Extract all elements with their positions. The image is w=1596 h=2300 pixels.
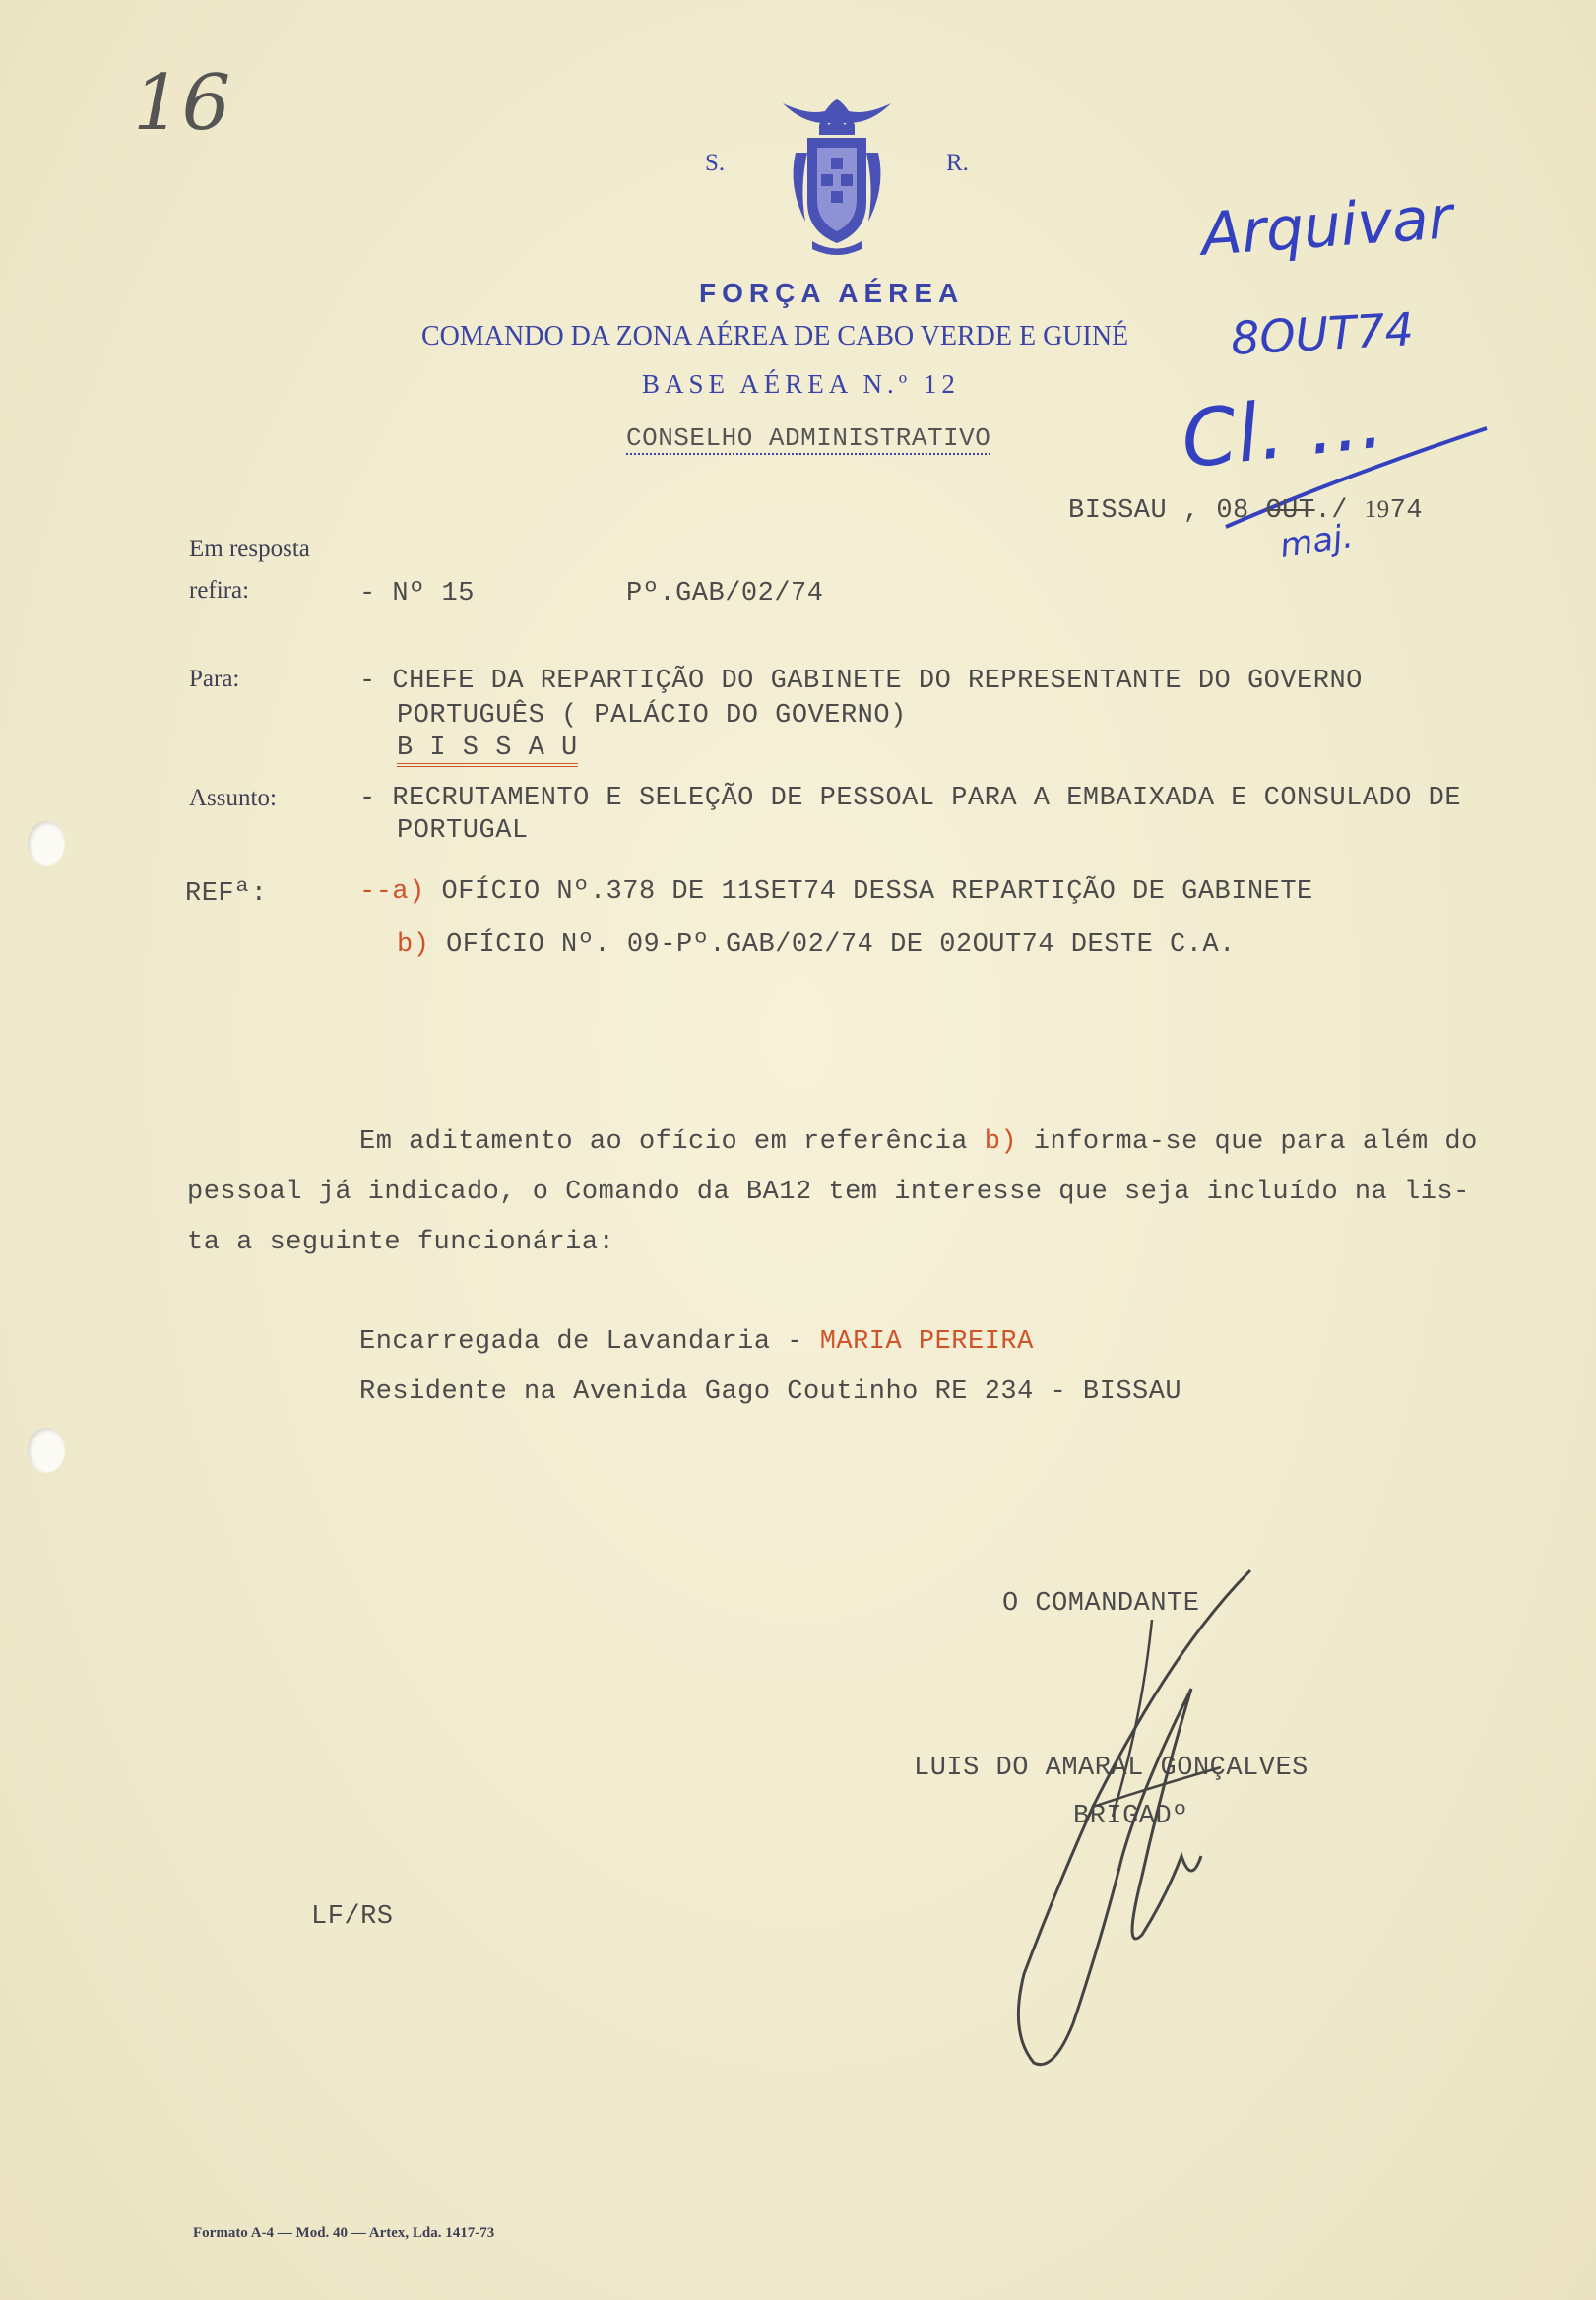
date-day: 08 <box>1216 496 1249 526</box>
body-paragraph-line3: ta a seguinte funcionária: <box>187 1228 615 1257</box>
header-left-mark: S. <box>705 150 726 176</box>
header-forca-aerea: FORÇA AÉREA <box>699 278 965 308</box>
date-city: BISSAU , <box>1068 496 1200 526</box>
body-paragraph-line1 <box>359 1127 1478 1157</box>
ref-a-prefix: --a) <box>359 877 425 907</box>
ref-b-text: OFÍCIO Nº. 09-Pº.GAB/02/74 DE 02OUT74 DESTE C.A. <box>446 930 1236 960</box>
date-sep: ./ <box>1314 496 1348 526</box>
body-item2: Residente na Avenida Gago Coutinho RE 234 - BISSAU <box>359 1377 1182 1407</box>
date-year-prefix: 19 <box>1364 496 1390 523</box>
coat-of-arms-emblem <box>778 94 896 256</box>
signature-name: LUIS DO AMARAL GONÇALVES <box>914 1754 1309 1783</box>
label-para: Para: <box>189 666 240 692</box>
body-item1-role: Encarregada de Lavandaria - <box>359 1327 820 1357</box>
body-paragraph-line2: pessoal já indicado, o Comando da BA12 tem interesse que seja incluído na lis- <box>187 1178 1470 1207</box>
ref-a-text: OFÍCIO Nº.378 DE 11SET74 DESSA REPARTIÇÃO DE GABINETE <box>441 877 1313 907</box>
label-em-resposta: Em resposta <box>189 536 310 562</box>
typist-initials: LF/RS <box>311 1902 394 1932</box>
reference-number: - Nº 15 <box>359 579 475 608</box>
body-line1-b: b) <box>984 1127 1018 1157</box>
header-right-mark: R. <box>946 150 969 176</box>
subject-line1: - RECRUTAMENTO E SELEÇÃO DE PESSOAL PARA A EMBAIXADA E CONSULADO DE <box>359 784 1462 813</box>
recipient-line2: PORTUGUÊS ( PALÁCIO DO GOVERNO) <box>397 701 907 731</box>
date-note: 8OUT74 <box>1229 302 1416 365</box>
subject-line2: PORTUGAL <box>397 816 529 846</box>
reference-process: Pº.GAB/02/74 <box>626 579 824 608</box>
label-ref: REFª: <box>185 879 268 909</box>
date-month: OUT <box>1265 496 1315 526</box>
ref-a <box>359 877 1313 907</box>
date-line <box>1068 496 1423 526</box>
recipient-line3: B I S S A U <box>397 734 578 767</box>
signature-rank: BRIGADº <box>1073 1802 1188 1831</box>
handwritten-signature-icon <box>994 1561 1260 2073</box>
label-assunto: Assunto: <box>189 785 277 811</box>
punch-hole <box>28 821 65 866</box>
abbrev-note: maj. <box>1277 517 1356 566</box>
body-item1-name: MARIA PEREIRA <box>819 1327 1034 1357</box>
body-item1 <box>359 1327 1034 1357</box>
body-line1-a: Em aditamento ao ofício em referência <box>359 1127 985 1157</box>
form-footer: Formato A-4 — Mod. 40 — Artex, Lda. 1417-73 <box>193 2225 495 2241</box>
date-year-suffix: 74 <box>1389 496 1424 526</box>
body-line1-c: informa-se que para além do <box>1017 1127 1478 1157</box>
archive-note: Arquivar <box>1198 183 1455 270</box>
recipient-line1: - CHEFE DA REPARTIÇÃO DO GABINETE DO REPRESENTANTE DO GOVERNO <box>359 667 1363 696</box>
page-number-handwritten: 16 <box>133 59 231 148</box>
ref-b <box>397 930 1236 960</box>
ref-b-prefix: b) <box>397 930 430 960</box>
header-base: BASE AÉREA N.º 12 <box>642 369 960 399</box>
punch-hole <box>28 1428 65 1473</box>
label-refira: refira: <box>189 577 250 604</box>
signature-title: O COMANDANTE <box>1002 1589 1200 1619</box>
header-comando: COMANDO DA ZONA AÉREA DE CABO VERDE E GUINÉ <box>421 321 1129 351</box>
initials-note: Cl. ... <box>1177 373 1388 486</box>
header-conselho: CONSELHO ADMINISTRATIVO <box>626 423 991 453</box>
